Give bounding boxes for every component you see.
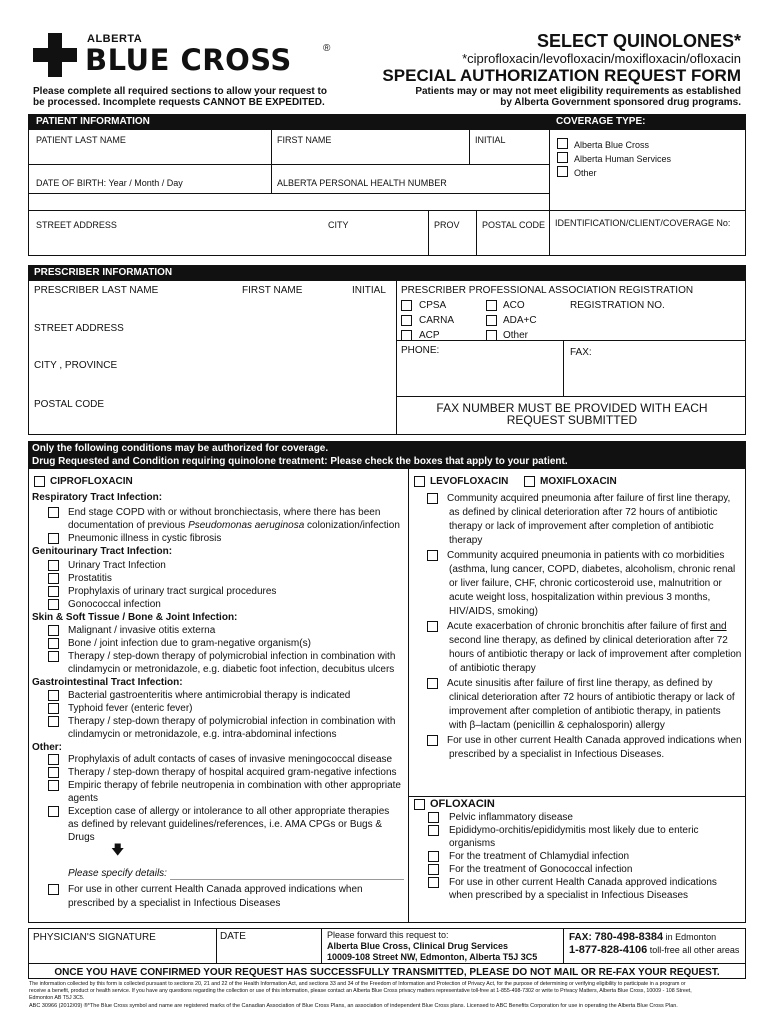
oth-exception-text-3: Drugs — [68, 832, 95, 843]
levo-cap1-line-4: therapy — [449, 535, 483, 546]
gu-prophylaxis-checkbox[interactable] — [48, 586, 59, 597]
transmit-notice: ONCE YOU HAVE CONFIRMED YOUR REQUEST HAS SUCCESSFULLY TRANSMITTED, PLEASE DO NOT MAIL OR RE-FAX YOUR REQUEST. — [54, 967, 720, 978]
cipro-label: CIPROFLOXACIN — [50, 476, 133, 487]
levo-aecb-checkbox[interactable] — [427, 621, 438, 632]
levo-aecb-line-3: hours of antibiotic therapy or lack of improvement after completion — [449, 649, 742, 660]
oflox-label: OFLOXACIN — [430, 798, 495, 810]
levo-sinusitis-line-3: improvement after completion of antibiotic therapy, in patients — [449, 706, 721, 717]
cpsa-checkbox[interactable] — [401, 300, 412, 311]
levo-cap1-line-3: therapy or lack of improvement after completion of antibiotic — [449, 521, 714, 532]
oflox-hc-text-2: when prescribed by a specialist in Infectious Diseases — [449, 890, 689, 901]
drug-title: SELECT QUINOLONES* — [536, 31, 741, 51]
aco-label: ACO — [503, 300, 525, 311]
moxi-label: MOXIFLOXACIN — [540, 476, 617, 487]
levo-cap1-line-1: Community acquired pneumonia after failure of first line therapy, — [447, 493, 731, 504]
levo-aecb-line-2: second line therapy, as defined by clinical deterioration after 72 — [449, 635, 728, 646]
levo-sinusitis-line-4: with β–lactam (penicillin & cephalosporin) allergy — [449, 720, 665, 731]
patient-last-name-label: PATIENT LAST NAME — [36, 135, 126, 145]
tollfree-number: 1-877-828-4106 — [569, 944, 648, 956]
levo-sinusitis-line-2: clinical deterioration after 72 hours of antibiotic therapy or lack of — [449, 692, 735, 703]
coverage-other-checkbox[interactable] — [557, 166, 568, 177]
oth-exception-text: Exception case of allergy or intolerance to all other appropriate therapies — [68, 806, 390, 817]
patient-first-name-label: FIRST NAME — [277, 135, 332, 145]
tollfree-line: 1-877-828-4106 toll-free all other areas — [569, 944, 740, 956]
levo-aecb-line-1: Acute exacerbation of chronic bronchitis after failure of first and — [447, 621, 727, 632]
gi-gastroenteritis-text: Bacterial gastroenteritis where antimicrobial therapy is indicated — [68, 690, 351, 701]
logo-blue-cross: BLUE CROSS — [85, 43, 292, 77]
other-heading: Other: — [32, 742, 62, 753]
gi-gastroenteritis-checkbox[interactable] — [48, 690, 59, 701]
phn-label: ALBERTA PERSONAL HEALTH NUMBER — [277, 178, 447, 188]
prescriber-street-label: STREET ADDRESS — [34, 323, 124, 334]
levo-cap2-line-4: acute weight loss, hospitalization within previous 3 months, — [449, 592, 711, 603]
aco-checkbox[interactable] — [486, 300, 497, 311]
gu-prophylaxis-text: Prophylaxis of urinary tract surgical procedures — [68, 586, 277, 597]
gi-polymicrobial-checkbox[interactable] — [48, 716, 59, 727]
gu-prostatitis-checkbox[interactable] — [48, 573, 59, 584]
prescriber-city-label: CITY , PROVINCE — [34, 360, 118, 371]
gu-prostatitis-text: Prostatitis — [68, 573, 112, 584]
forward-label: Please forward this request to: — [327, 930, 449, 940]
conditions-bar-2: Drug Requested and Condition requiring quinolone treatment: Please check the boxes that apply to your patient. — [32, 456, 568, 467]
coverage-type-label: COVERAGE TYPE: — [556, 116, 646, 127]
prescriber-initial-label: INITIAL — [352, 285, 386, 296]
gu-gonococcal-text: Gonococcal infection — [68, 599, 161, 610]
logo-registered: ® — [323, 43, 331, 54]
assoc-label: PRESCRIBER PROFESSIONAL ASSOCIATION REGISTRATION — [401, 285, 694, 296]
cipro-hc-checkbox[interactable] — [48, 884, 59, 895]
levo-cap2-checkbox[interactable] — [427, 550, 438, 561]
coverage-ahs-checkbox[interactable] — [557, 152, 568, 163]
oflox-chlamydia-checkbox[interactable] — [428, 851, 439, 862]
gi-heading: Gastrointestinal Tract Infection: — [32, 677, 183, 688]
down-arrow-icon: 🡇 — [111, 843, 125, 858]
oflox-gonococcal-checkbox[interactable] — [428, 864, 439, 875]
carna-checkbox[interactable] — [401, 315, 412, 326]
levo-hc-checkbox[interactable] — [427, 735, 438, 746]
oth-exception-checkbox[interactable] — [48, 806, 59, 817]
forward-address: 10009-108 Street NW, Edmonton, Alberta T5J 3C5 — [327, 952, 538, 962]
oflox-chlamydia-text: For the treatment of Chlamydial infection — [449, 851, 630, 862]
patient-initial-label: INITIAL — [475, 135, 506, 145]
cpsa-label: CPSA — [419, 300, 447, 311]
drug-subtitle: *ciprofloxacin/levofloxacin/moxifloxacin/ofloxacin — [462, 51, 741, 66]
skin-bone-text: Bone / joint infection due to gram-negative organism(s) — [68, 638, 311, 649]
form-title: SPECIAL AUTHORIZATION REQUEST FORM — [382, 66, 741, 85]
gu-heading: Genitourinary Tract Infection: — [32, 546, 173, 557]
levo-cap2-line-3: or liver failure, CHF, chronic corticosteroid use, malnutrition or — [449, 578, 722, 589]
levo-sinusitis-checkbox[interactable] — [427, 678, 438, 689]
right-note-1: Patients may or may not meet eligibility requirements as established — [415, 86, 741, 97]
levo-cap2-line-2: (asthma, lung cancer, COPD, diabetes, alcoholism, chronic renal — [449, 564, 736, 575]
levo-hc-line-1: For use in other current Health Canada approved indications when — [447, 735, 742, 746]
resp-copd-text: End stage COPD with or without bronchiectasis, where there has been — [68, 507, 381, 518]
oflox-hc-text: For use in other current Health Canada approved indications — [449, 877, 717, 888]
prescriber-last-name-label: PRESCRIBER LAST NAME — [34, 285, 159, 296]
privacy-line-2: receive a benefit, product or health service. If you have any questions regarding the collection or use of this information, please contact an Alberta Blue Cross privacy matters representative toll-free at 1-855-498-7302 or write to Privacy Matters, Alberta Blue Cross, 10009 - 108 Street, — [29, 988, 692, 994]
right-note-2: by Alberta Government sponsored drug programs. — [500, 97, 741, 108]
skin-otitis-text: Malignant / invasive otitis externa — [68, 625, 216, 636]
prescriber-first-name-label: FIRST NAME — [242, 285, 303, 296]
patient-street-label: STREET ADDRESS — [36, 220, 117, 230]
levo-hc-line-2: prescribed by a specialist in Infectious Diseases. — [449, 749, 665, 760]
oflox-epididymo-text-2: organisms — [449, 838, 496, 849]
oth-neutropenia-text-2: agents — [68, 793, 99, 804]
gu-uti-checkbox[interactable] — [48, 560, 59, 571]
logo-alberta: ALBERTA — [87, 33, 143, 45]
specify-details-label: Please specify details: — [68, 868, 167, 879]
dob-label: DATE OF BIRTH: Year / Month / Day — [36, 178, 183, 188]
assoc-other-checkbox[interactable] — [486, 330, 497, 341]
privacy-line-3: Edmonton AB T5J 3C5. — [29, 995, 85, 1001]
resp-heading: Respiratory Tract Infection: — [32, 492, 163, 503]
prescriber-postal-label: POSTAL CODE — [34, 399, 105, 410]
oflox-pid-checkbox[interactable] — [428, 812, 439, 823]
patient-section-bar — [28, 114, 746, 129]
oflox-epididymo-text: Epididymo-orchitis/epididymitis most likely due to enteric — [449, 825, 699, 836]
blue-cross-icon — [33, 33, 77, 77]
oth-meningococcal-text: Prophylaxis of adult contacts of cases of invasive meningococcal disease — [68, 754, 393, 765]
gi-polymicrobial-text: Therapy / step-down therapy of polymicrobial infection in combination with — [68, 716, 396, 727]
forward-org: Alberta Blue Cross, Clinical Drug Services — [327, 941, 509, 951]
oth-hospital-text: Therapy / step-down therapy of hospital acquired gram-negative infections — [68, 767, 397, 778]
gi-typhoid-text: Typhoid fever (enteric fever) — [68, 703, 193, 714]
fax-note-2: REQUEST SUBMITTED — [506, 413, 638, 427]
coverage-ahs-label: Alberta Human Services — [574, 154, 672, 164]
pseudomonas-name: Pseudomonas aeruginosa — [188, 520, 305, 531]
skin-polymicrobial-text-2: clindamycin or metronidazole, e.g. diabetic foot infection, decubitus ulcers — [68, 664, 395, 675]
oth-hospital-checkbox[interactable] — [48, 767, 59, 778]
levo-checkbox[interactable] — [414, 476, 425, 487]
patient-city-label: CITY — [328, 220, 349, 230]
coverage-id-label: IDENTIFICATION/CLIENT/COVERAGE No: — [555, 218, 731, 228]
resp-cf-text: Pneumonic illness in cystic fibrosis — [68, 533, 222, 544]
logo — [33, 33, 333, 93]
cipro-hc-text-2: prescribed by a specialist in Infectious Diseases — [68, 898, 281, 909]
fax-line: FAX: 780-498-8384 in Edmonton — [569, 931, 717, 943]
levo-sinusitis-line-1: Acute sinusitis after failure of first line therapy, as defined by — [447, 678, 713, 689]
adac-checkbox[interactable] — [486, 315, 497, 326]
gi-polymicrobial-text-2: clindamycin or metronidazole, e.g. intra-abdominal infections — [68, 729, 337, 740]
levo-label: LEVOFLOXACIN — [430, 476, 509, 487]
resp-copd-checkbox[interactable] — [48, 507, 59, 518]
carna-label: CARNA — [419, 315, 455, 326]
oth-meningococcal-checkbox[interactable] — [48, 754, 59, 765]
gi-typhoid-checkbox[interactable] — [48, 703, 59, 714]
coverage-abc-checkbox[interactable] — [557, 138, 568, 149]
specify-details-line[interactable] — [170, 879, 404, 880]
oth-neutropenia-checkbox[interactable] — [48, 780, 59, 791]
registration-no-label: REGISTRATION NO. — [570, 300, 665, 311]
phone-label: PHONE: — [401, 345, 440, 356]
levo-cap1-checkbox[interactable] — [427, 493, 438, 504]
oflox-checkbox[interactable] — [414, 799, 425, 810]
oflox-gonococcal-text: For the treatment of Gonococcal infection — [449, 864, 633, 875]
levo-cap2-line-5: HIV/AIDS, smoking) — [449, 606, 538, 617]
left-note-2: be processed. Incomplete requests CANNOT BE EXPEDITED. — [33, 97, 325, 108]
prescriber-section-bar — [28, 265, 746, 280]
oth-neutropenia-text: Empiric therapy of febrile neutropenia in combination with other appropriate — [68, 780, 401, 791]
patient-section-label: PATIENT INFORMATION — [36, 116, 150, 127]
moxi-checkbox[interactable] — [524, 476, 535, 487]
acp-label: ACP — [419, 330, 440, 341]
coverage-abc-label: Alberta Blue Cross — [574, 140, 650, 150]
assoc-other-label: Other — [503, 330, 529, 341]
resp-copd-text-2: documentation of previous Pseudomonas aeruginosa colonization/infection — [68, 520, 400, 531]
patient-postal-label: POSTAL CODE — [482, 220, 546, 230]
levo-cap1-line-2: as defined by clinical deterioration after 72 hours of antibiotic — [449, 507, 718, 518]
cipro-checkbox[interactable] — [34, 476, 45, 487]
oflox-hc-checkbox[interactable] — [428, 877, 439, 888]
form-number-line: ABC 30966 (2012/09) ®*The Blue Cross symbol and name are registered marks of the Canadian Association of Blue Cross Plans, an association of independent Blue Cross plans. Licensed to ABC Benefits Corporation for use in operating the Alberta Blue Cross Plan. — [29, 1003, 678, 1009]
resp-cf-checkbox[interactable] — [48, 533, 59, 544]
skin-polymicrobial-checkbox[interactable] — [48, 651, 59, 662]
oflox-epididymo-checkbox[interactable] — [428, 825, 439, 836]
skin-bone-checkbox[interactable] — [48, 638, 59, 649]
adac-label: ADA+C — [503, 315, 537, 326]
coverage-other-label: Other — [574, 168, 597, 178]
skin-otitis-checkbox[interactable] — [48, 625, 59, 636]
date-label: DATE — [220, 931, 246, 942]
fax-label: FAX: — [570, 347, 592, 358]
fax-number: 780-498-8384 — [594, 931, 664, 943]
prescriber-section-label: PRESCRIBER INFORMATION — [34, 267, 173, 278]
fax-note-1: FAX NUMBER MUST BE PROVIDED WITH EACH — [436, 401, 708, 415]
physician-signature-label: PHYSICIAN'S SIGNATURE — [33, 932, 156, 943]
skin-polymicrobial-text: Therapy / step-down therapy of polymicrobial infection in combination with — [68, 651, 396, 662]
levo-cap2-line-1: Community acquired pneumonia in patients with co morbidities — [447, 550, 725, 561]
cipro-hc-text: For use in other current Health Canada approved indications when — [68, 884, 363, 895]
gu-gonococcal-checkbox[interactable] — [48, 599, 59, 610]
conditions-bar-1: Only the following conditions may be authorized for coverage. — [32, 443, 329, 454]
patient-prov-label: PROV — [434, 220, 460, 230]
oflox-pid-text: Pelvic inflammatory disease — [449, 812, 573, 823]
privacy-line-1: The information collected by this form is collected pursuant to sections 20, 21 and 22 of the Health Information Act, and sections 33 and 34 of the Freedom of Information and Protection of Privacy Act, for the purpose of determining or verifying eligibility to participate in a program or — [29, 981, 686, 987]
left-note-1: Please complete all required sections to allow your request to — [33, 86, 327, 97]
gu-uti-text: Urinary Tract Infection — [68, 560, 166, 571]
conditions-bar — [28, 441, 746, 468]
skin-heading: Skin & Soft Tissue / Bone & Joint Infection: — [32, 612, 238, 623]
levo-aecb-line-4: of antibiotic therapy — [449, 663, 536, 674]
acp-checkbox[interactable] — [401, 330, 412, 341]
oth-exception-text-2: as defined by relevant guidelines/references, i.e. AMA CPGs or Bugs & — [68, 819, 383, 830]
